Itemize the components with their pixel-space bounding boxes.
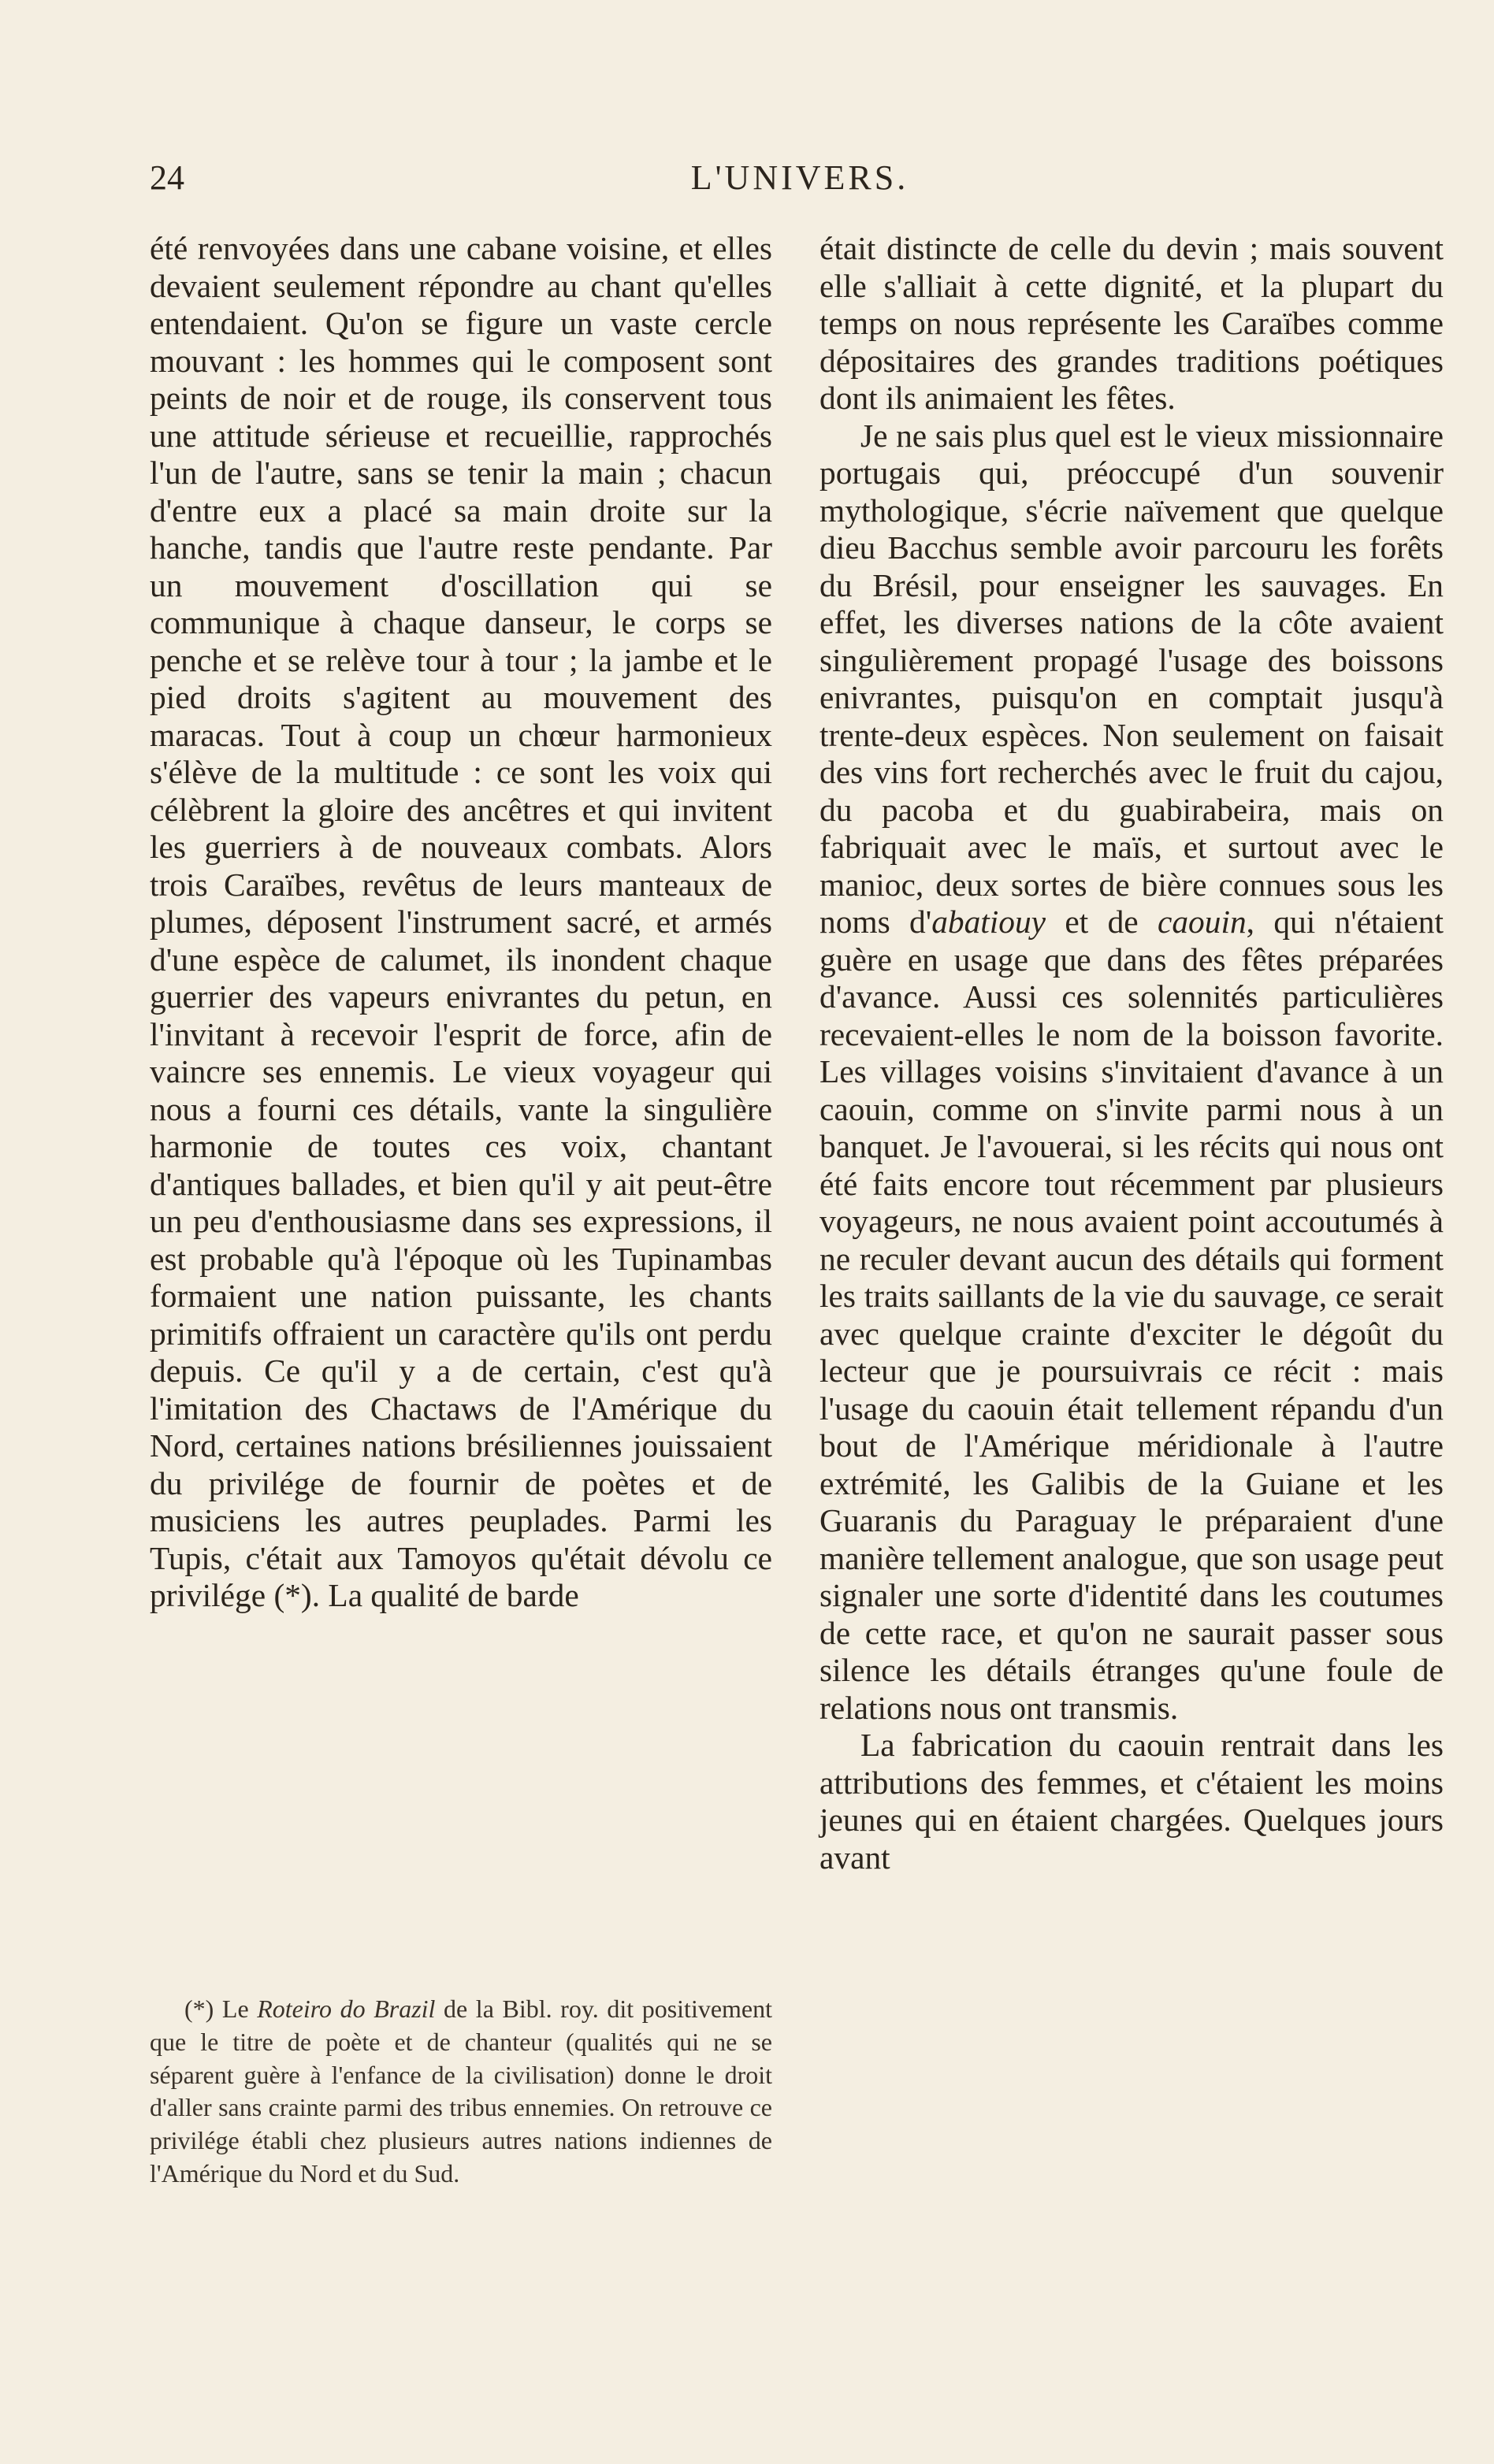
running-title: L'UNIVERS. xyxy=(690,158,909,197)
right-column xyxy=(819,230,1444,1876)
right-paragraph-3: La fabrication du caouin rentrait dans les attributions des femmes, et c'étaient les moins jeunes qui en étaient chargées. Quelques jours avant xyxy=(819,1727,1444,1876)
footnote-title: Roteiro do Brazil xyxy=(257,1995,436,2023)
page-number: 24 xyxy=(150,158,184,197)
right-paragraph-2-part-b: et de xyxy=(1046,904,1158,940)
right-paragraph-2 xyxy=(819,417,1444,1727)
right-paragraph-2-part-c: , qui n'étaient guère en usage que dans des fêtes préparées d'avance. Aussi ces solennités particulières recevaient-elles le nom de la boisson favorite. Les villages voisins s'invitaient d'avance à un caouin, comme on s'invite parmi nous à un banquet. Je l'avouerai, si les récits qui nous ont été faits encore tout récemment par plusieurs voyageurs, ne nous avaient point accoutumés à ne reculer devant aucun des détails qui forment les traits saillants de la vie du sauvage, ce serait avec quelque crainte d'exciter le dégoût du lecteur que je poursuivrais ce récit : mais l'usage du caouin était tellement répandu d'un bout de l'Amérique méridionale à l'autre extrémité, les Galibis de la Guiane et les Guaranis du Paraguay le préparaient d'une manière tellement analogue, que son usage peut signaler une sorte d'identité dans les coutumes de cette race, et qu'on ne saurait passer sous silence les détails étranges qu'une foule de relations nous ont transmis. xyxy=(819,904,1444,1726)
term-caouin: caouin xyxy=(1157,904,1247,940)
left-paragraph-1: été renvoyées dans une cabane voisine, et elles devaient seulement répondre au chant qu'elles entendaient. Qu'on se figure un vaste cercle mouvant : les hommes qui le composent sont peints de noir et de rouge, ils conservent tous une attitude sérieuse et recueillie, rapprochés l'un de l'autre, sans se tenir la main ; chacun d'entre eux a placé sa main droite sur la hanche, tandis que l'autre reste pendante. Par un mouvement d'oscillation qui se communique à chaque danseur, le corps se penche et se relève tour à tour ; la jambe et le pied droits s'agitent au mouvement des maracas. Tout à coup un chœur harmonieux s'élève de la multitude : ce sont les voix qui célèbrent la gloire des ancêtres et qui invitent les guerriers à de nouveaux combats. Alors trois Caraïbes, revêtus de leurs manteaux de plumes, déposent l'instrument sacré, et armés d'une espèce de calumet, ils inondent chaque guerrier des vapeurs enivrantes du petun, en l'invitant à recevoir l'esprit de force, afin de vaincre ses ennemis. Le vieux voyageur qui nous a fourni ces détails, vante la singulière harmonie de toutes ces voix, chantant d'antiques ballades, et bien qu'il y ait peut-être un peu d'enthousiasme dans ses expressions, il est probable qu'à l'époque où les Tupinambas formaient une nation puissante, les chants primitifs offraient un caractère qu'ils ont perdu depuis. Ce qu'il y a de certain, c'est qu'à l'imitation des Chactaws de l'Amérique du Nord, certaines nations brésiliennes jouissaient du privilége de fournir de poètes et de musiciens les autres peuplades. Parmi les Tupis, c'était aux Tamoyos qu'était dévolu ce privilége (*). La qualité de barde xyxy=(150,230,772,1613)
right-paragraph-2-part-a: Je ne sais plus quel est le vieux missionnaire portugais qui, préoccupé d'un souvenir mythologique, s'écrie naïvement que quelque dieu Bacchus semble avoir parcouru les forêts du Brésil, pour enseigner les sauvages. En effet, les diverses nations de la côte avaient singulièrement propagé l'usage des boissons enivrantes, puisqu'on en comptait jusqu'à trente-deux espèces. Non seulement on faisait des vins fort recherchés avec le fruit du cajou, du pacoba et du guabirabeira, mais on fabriquait avec le maïs, et surtout avec le manioc, deux sortes de bière connues sous les noms d' xyxy=(819,417,1444,940)
footnote xyxy=(150,1993,772,2191)
left-column xyxy=(150,230,772,1615)
page-header xyxy=(150,158,1450,205)
footnote-text: de la Bibl. roy. dit positivement que le titre de poète et de chanteur (qualités qui ne se séparent guère à l'enfance de la civilisation) donne le droit d'aller sans crainte parmi des tribus ennemies. On retrouve ce privilége établi chez plusieurs autres nations indiennes de l'Amérique du Nord et du Sud. xyxy=(150,1995,773,2188)
footnote-prefix: (*) Le xyxy=(184,1995,258,2023)
term-abatiouy: abatiouy xyxy=(931,904,1046,940)
right-paragraph-1: était distincte de celle du devin ; mais souvent elle s'alliait à cette dignité, et la plupart du temps on nous représente les Caraïbes comme dépositaires des grandes traditions poétiques dont ils animaient les fêtes. xyxy=(819,230,1444,416)
